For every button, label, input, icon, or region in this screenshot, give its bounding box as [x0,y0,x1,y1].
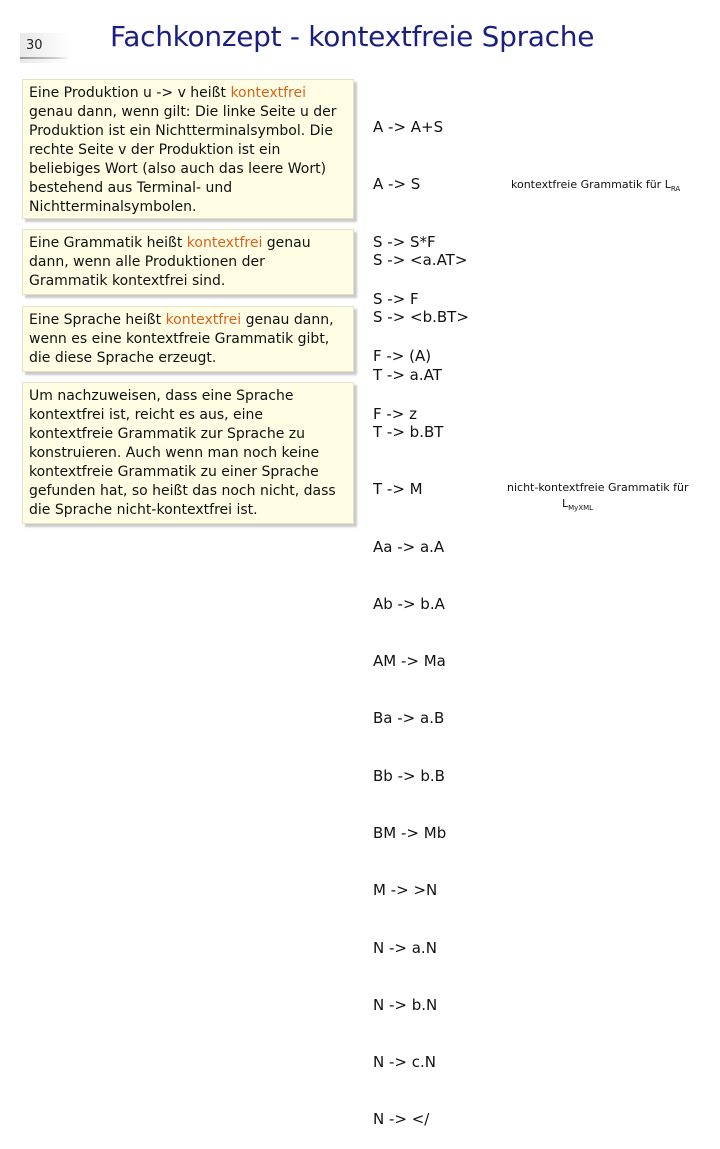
rule-line: Bb -> b.B [373,766,445,785]
rule-line: N -> c.N [373,1053,436,1072]
rule-line: F -> z [373,404,418,423]
rule-line: S -> F [373,290,419,309]
rule-line: A -> A+S [373,118,444,137]
box1-text-after: genau dann, wenn gilt: Die linke Seite u der Produktion ist ein Nichtterminalsymbol. Die rechte Seite v der Produktion ist ein beliebiges Wort (also auch das leere Wort) bestehend aus Terminal- und Nichtterminalsymbolen. [29,104,337,215]
definition-box-language [22,306,354,372]
rule-line: AM -> Ma [373,652,446,671]
box1-text-before: Eine Produktion u -> v heißt [29,85,231,101]
box3-text-after: genau dann, wenn es eine kontextfreie Grammatik gibt, die diese Sprache erzeugt. [29,312,334,366]
box2-text-before: Eine Grammatik heißt [29,235,187,251]
box3-text-before: Eine Sprache heißt [29,312,166,328]
note-box-proof [22,382,354,524]
caption2-subscript: MyXML [568,504,594,512]
caption-ra-grammar [511,178,680,193]
rule-line: A -> S [373,175,421,194]
caption-myxml-grammar [507,480,687,516]
box2-highlight: kontextfrei [186,235,263,251]
rule-line: Ba -> a.B [373,709,445,728]
definition-box-grammar [22,229,354,295]
page-number-badge [20,33,70,63]
rule-line: T -> b.BT [373,423,444,442]
rule-line: BM -> Mb [373,824,447,842]
box3-highlight: kontextfrei [165,312,242,328]
rule-line: S -> <b.BT> [373,308,469,327]
rule-line: M -> >N [373,881,438,900]
rule-line: N -> b.N [373,995,438,1014]
rule-line: T -> M [373,480,423,499]
rule-line: Ab -> b.A [373,594,445,613]
slide-title: Fachkonzept - kontextfreie Sprache [110,20,595,53]
caption2-symbol: L [562,497,569,510]
rule-line: Aa -> a.A [373,537,445,556]
box1-highlight: kontextfrei [230,85,307,101]
box4-text: Um nachzuweisen, dass eine Sprache kontextfrei ist, reicht es aus, eine kontextfreie Grammatik zur Sprache zu konstruieren. Auch wenn man noch keine kontextfreie Grammatik zu einer Sprache gefunden hat, so heißt das noch nicht, dass die Sprache nicht-kontextfrei ist. [29,388,336,518]
definition-box-production [22,79,354,219]
caption1-symbol: L [664,178,671,191]
rule-line: F -> (A) [373,347,432,366]
grammar-rules-myxml [373,213,469,1149]
rule-line: S -> <a.AT> [373,251,468,270]
rule-line: N -> a.N [373,938,437,957]
rule-line: N -> </ [373,1110,430,1129]
caption1-text: kontextfreie Grammatik für [511,178,665,191]
page-number: 30 [26,38,43,53]
caption2-text: nicht-kontextfreie Grammatik für [507,481,689,494]
box2-text-after: genau dann, wenn alle Produktionen der Grammatik kontextfrei sind. [29,235,311,289]
caption1-subscript: RA [670,185,681,193]
rule-line: S -> S*F [373,232,436,251]
rule-line: T -> a.AT [373,365,442,384]
